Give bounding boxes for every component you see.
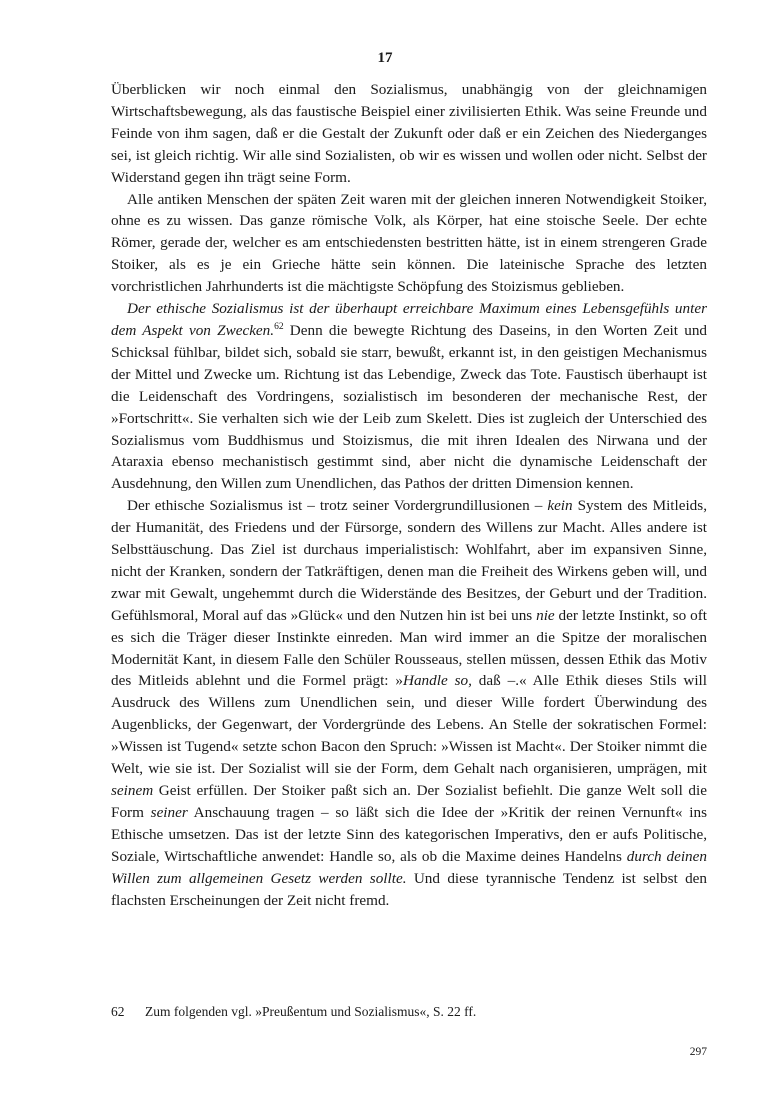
chapter-number: 17 (377, 50, 393, 66)
emphasis-text: kein (547, 497, 573, 515)
page-number: 297 (689, 1046, 707, 1058)
main-text (111, 79, 707, 911)
text-run: Alle antiken Menschen der späten Zeit waren mit der gleichen inneren Notwendigkeit Stoiker, ohne es zu wissen. Das ganze römische Volk, als Körper, hat eine stoische Seele. Der echte Römer, gerade der, welcher es am entschiedensten bestritten hätte, ist in einem strengeren Grade Stoiker, als es je ein Grieche hätte sein können. Die lateinische Sprache des letzten vorchristlichen Jahrhunderts ist die mächtigste Schöpfung des Stoizismus geblieben. (111, 190, 707, 296)
paragraph (111, 79, 707, 189)
footnote-number: 62 (111, 1004, 125, 1019)
text-run: der letzte Instinkt, so oft es sich die Träger dieser Instinkte einreden. Man wird immer an die Spitze der moralischen Modernität Kant, in diesem Falle den Schüler Rousseaus, stellen müssen, dessen Ethik das Motiv des Mitleids ablehnt und die Formel prägt: » (111, 606, 707, 690)
text-run: Denn die bewegte Richtung des Daseins, in den Worten Zeit und Schicksal fühlbar, bildet sich, sobald sie starr, bewußt, erkannt ist, in den geistigen Mechanismus der Mittel und Zwecke um. Richtung ist das Lebendige, Zweck das Tote. Faustisch überhaupt ist die Leidenschaft des Vordringens, sozialistisch im besonderen der mechanische Rest, der »Fortschritt«. Sie verhalten sich wie der Leib zum Skelett. Dies ist zugleich der Unterschied des Sozialismus vom Buddhismus und Stoizismus, die mit ihren Idealen des Nirwana und der Ataraxia ebenso mechanistisch gestimmt sind, aber nicht die dynamische Leidenschaft der Ausdehnung, den Willen zum Unendlichen, das Pathos der dritten Dimension kennen. (111, 321, 708, 493)
text-run: Geist erfüllen. Der Stoiker paßt sich an. Der Sozialist befiehlt. Die ganze Welt soll die Form (111, 782, 707, 821)
text-run: daß –.« Alle Ethik dieses Stils will Ausdruck des Willens zum Unendlichen sein, und dieser Wille fordert Überwindung des Augenblicks, der Gegenwart, der Vordergründe des Lebens. An Stelle der sokratischen Formel: »Wissen ist Tugend« setzte schon Bacon den Spruch: »Wissen ist Macht«. Der Stoiker nimmt die Welt, wie sie ist. Der Sozialist will sie der Form, dem Gehalt nach organisieren, umprägen, mit (111, 672, 707, 778)
text-run: Der ethische Sozialismus ist – trotz seiner Vordergrundillusionen – (127, 497, 548, 515)
emphasis-text: seiner (150, 803, 188, 821)
emphasis-text: Handle so, (403, 672, 472, 690)
footnote (111, 1003, 707, 1021)
emphasis-text: durch deinen Willen zum allgemeinen Gesetz werden sollte. (111, 847, 707, 887)
text-run: Anschauung tragen – so läßt sich die Idee der »Kritik der reinen Vernunft« ins Ethische umsetzen. Das ist der letzte Sinn des kategorischen Imperativs, den er aufs Politische, Soziale, Wirtschaftliche anwendet: Handle so, als ob die Maxime deines Handelns (111, 803, 707, 865)
footnote-ref: 62 (274, 321, 284, 332)
paragraph (111, 298, 707, 495)
text-run: System des Mitleids, der Humanität, des Friedens und der Fürsorge, sondern des Willens zur Macht. Alles andere ist Selbsttäuschung. Das Ziel ist durchaus imperialistisch: Wohlfahrt, aber im expansiven Sinne, nicht der Kranken, sondern der Tatkräftigen, denen man die Freiheit des Wirkens geben will, und zwar mit Gewalt, ungehemmt durch die Widerstände des Besitzes, der Geburt und der Tradition. Gefühlsmoral, Moral auf das »Glück« und den Nutzen hin ist bei uns (111, 497, 707, 624)
emphasis-text: nie (536, 606, 555, 624)
text-run: Und diese tyrannische Tendenz ist selbst den flachsten Erscheinungen der Zeit nicht fremd. (111, 869, 707, 909)
paragraph (111, 495, 707, 911)
text-run: Überblicken wir noch einmal den Sozialismus, unabhängig von der gleichnamigen Wirtschaftsbewegung, als das faustische Beispiel einer zivilisierten Ethik. Was seine Freunde und Feinde von ihm sagen, daß er die Gestalt der Zukunft oder daß er ein Zeichen des Niederganges sei, ist gleich richtig. Wir alle sind Sozialisten, ob wir es wissen und wollen oder nicht. Selbst der Widerstand gegen ihn trägt seine Form. (111, 81, 707, 186)
paragraph (111, 189, 707, 299)
footnote-text: Zum folgenden vgl. »Preußentum und Sozialismus«, S. 22 ff. (145, 1004, 477, 1019)
emphasis-text: seinem (111, 782, 154, 799)
emphasis-text: Der ethische Sozialismus ist der überhaupt erreichbare Maximum eines Lebensgefühls unter dem Aspekt von Zwecken. (111, 300, 707, 339)
